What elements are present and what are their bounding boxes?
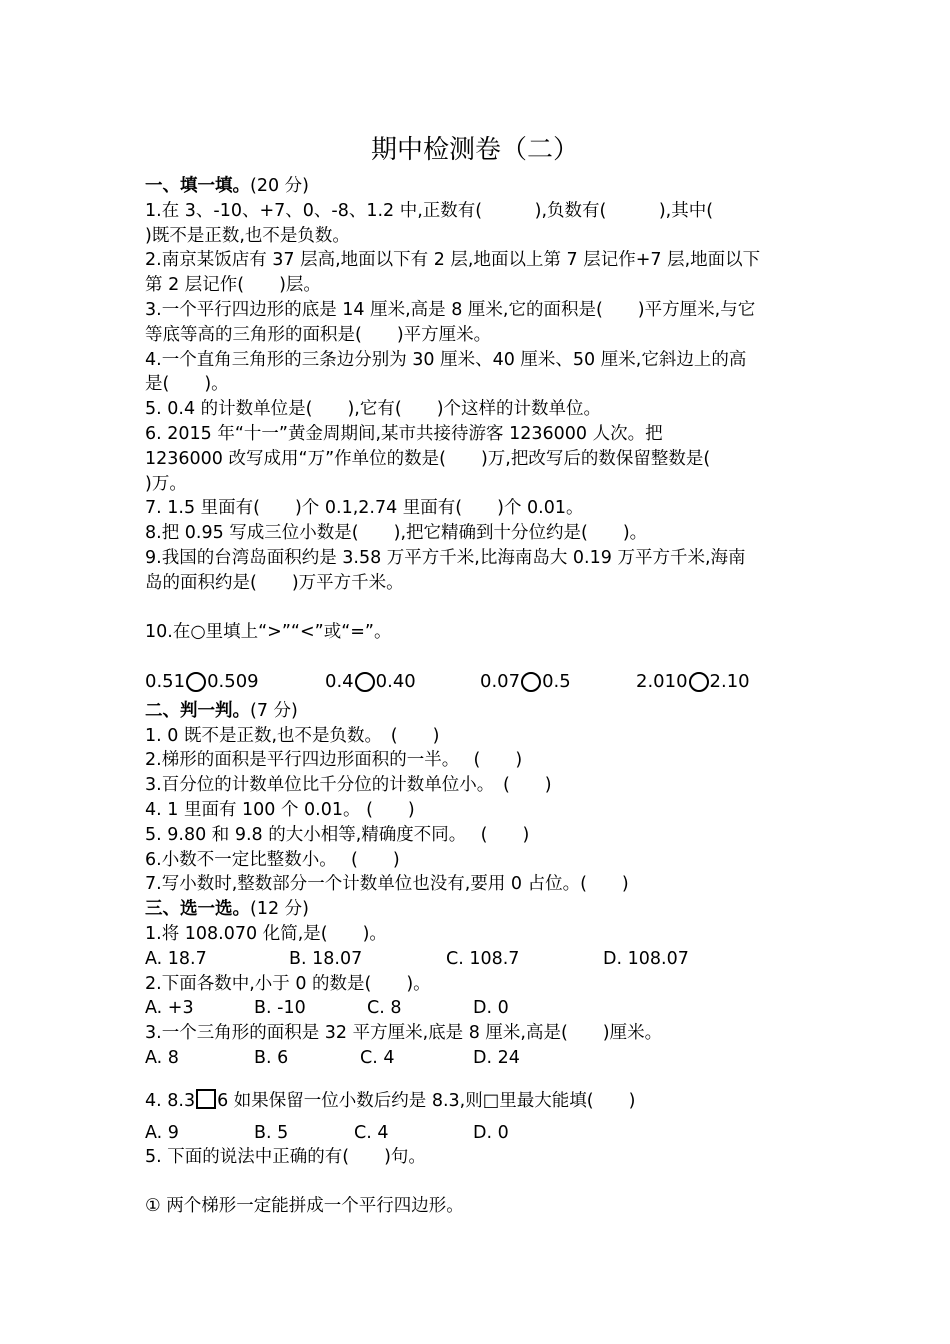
question-line: 1236000 改写成用“万”作单位的数是( )万,把改写后的数保留整数是( [145, 448, 711, 469]
question-line: 9.我国的台湾岛面积约是 3.58 万平方千米,比海南岛大 0.19 万平方千米,海南 [145, 547, 746, 568]
question-line: 4.一个直角三角形的三条边分别为 30 厘米、40 厘米、50 厘米,它斜边上的高 [145, 349, 747, 370]
option-b[interactable]: B. 18.07 [289, 948, 363, 969]
question-line: 7. 1.5 里面有( )个 0.1,2.74 里面有( )个 0.01。 [145, 498, 584, 519]
question-line: 5. 0.4 的计数单位是( ),它有( )个这样的计数单位。 [145, 399, 602, 420]
comparison-item: 0.51 0.509 [145, 670, 259, 692]
section-heading-judge: 二、判一判。(7 分) [145, 700, 298, 721]
question-line: 1.在 3、-10、+7、0、-8、1.2 中,正数有( ),负数有( ),其中( [145, 200, 714, 221]
option-d[interactable]: D. 108.07 [603, 948, 689, 969]
answer-circle[interactable] [355, 672, 375, 692]
question-4: 4. 8.3 6 如果保留一位小数后约是 8.3,则□里最大能填( ) [145, 1090, 636, 1111]
section-heading-choose: 三、选一选。(12 分) [145, 899, 309, 920]
question-line: 1.将 108.070 化简,是( )。 [145, 923, 387, 944]
option-d[interactable]: D. 0 [473, 998, 509, 1019]
question-line: 岛的面积约是( )万平方千米。 [145, 572, 404, 593]
option-a[interactable]: A. 9 [145, 1122, 179, 1143]
comparison-item: 2.010 2.10 [636, 670, 750, 692]
answer-circle[interactable] [689, 672, 709, 692]
question-line: 1. 0 既不是正数,也不是负数。 ( ) [145, 725, 440, 746]
question-line: 2.下面各数中,小于 0 的数是( )。 [145, 973, 431, 994]
question-line: 6.小数不一定比整数小。 ( ) [145, 849, 400, 870]
question-line: 第 2 层记作( )层。 [145, 275, 321, 296]
exam-content [145, 174, 805, 1219]
options-row [145, 1121, 805, 1146]
question-line: 8.把 0.95 写成三位小数是( ),把它精确到十分位约是( )。 [145, 523, 648, 544]
question-line: 3.百分位的计数单位比千分位的计数单位小。 ( ) [145, 775, 552, 796]
judge-questions [145, 724, 805, 898]
question-line: 5. 9.80 和 9.8 的大小相等,精确度不同。 ( ) [145, 824, 530, 845]
question-line: )万。 [145, 473, 187, 494]
comparison-item: 0.4 0.40 [325, 670, 416, 692]
option-b[interactable]: B. 6 [254, 1047, 289, 1068]
option-b[interactable]: B. 5 [254, 1122, 289, 1143]
comparison-row [145, 670, 805, 695]
options-row [145, 947, 805, 972]
option-c[interactable]: C. 108.7 [446, 948, 520, 969]
options-row [145, 996, 805, 1021]
question-line: 7.写小数时,整数部分一个计数单位也没有,要用 0 占位。( ) [145, 874, 629, 895]
question-line: 6. 2015 年“十一”黄金周期间,某市共接待游客 1236000 人次。把 [145, 423, 663, 444]
question-line: 2.梯形的面积是平行四边形面积的一半。 ( ) [145, 750, 523, 771]
question-line: 5. 下面的说法中正确的有( )句。 [145, 1147, 426, 1168]
question-line: 3.一个平行四边形的底是 14 厘米,高是 8 厘米,它的面积是( )平方厘米,与它 [145, 299, 756, 320]
option-a[interactable]: A. 18.7 [145, 948, 207, 969]
comparison-item: 0.07 0.5 [480, 670, 571, 692]
question-10: 10.在○里填上“>”“<”或“=”。 [145, 622, 392, 643]
option-d[interactable]: D. 0 [473, 1122, 509, 1143]
question-line: 3.一个三角形的面积是 32 平方厘米,底是 8 厘米,高是( )厘米。 [145, 1023, 663, 1044]
fill-questions [145, 199, 805, 596]
option-b[interactable]: B. -10 [254, 998, 306, 1019]
option-c[interactable]: C. 8 [367, 998, 402, 1019]
option-a[interactable]: A. +3 [145, 998, 194, 1019]
question-line: 等底等高的三角形的面积是( )平方厘米。 [145, 324, 492, 345]
question-line: )既不是正数,也不是负数。 [145, 225, 350, 246]
answer-circle[interactable] [186, 672, 206, 692]
question-line: 2.南京某饭店有 37 层高,地面以下有 2 层,地面以上第 7 层记作+7 层,地面以下 [145, 250, 761, 271]
question-line: 是( )。 [145, 374, 229, 395]
question-line: 4. 1 里面有 100 个 0.01。 ( ) [145, 799, 415, 820]
option-d[interactable]: D. 24 [473, 1047, 520, 1068]
option-c[interactable]: C. 4 [354, 1122, 389, 1143]
options-row [145, 1046, 805, 1071]
answer-box[interactable] [196, 1089, 216, 1109]
answer-circle[interactable] [521, 672, 541, 692]
option-c[interactable]: C. 4 [360, 1047, 395, 1068]
section-heading-fill: 一、填一填。(20 分) [145, 176, 309, 196]
page-title: 期中检测卷（二） [370, 135, 579, 165]
option-a[interactable]: A. 8 [145, 1047, 179, 1068]
statement-item: ① 两个梯形一定能拼成一个平行四边形。 [145, 1196, 464, 1217]
